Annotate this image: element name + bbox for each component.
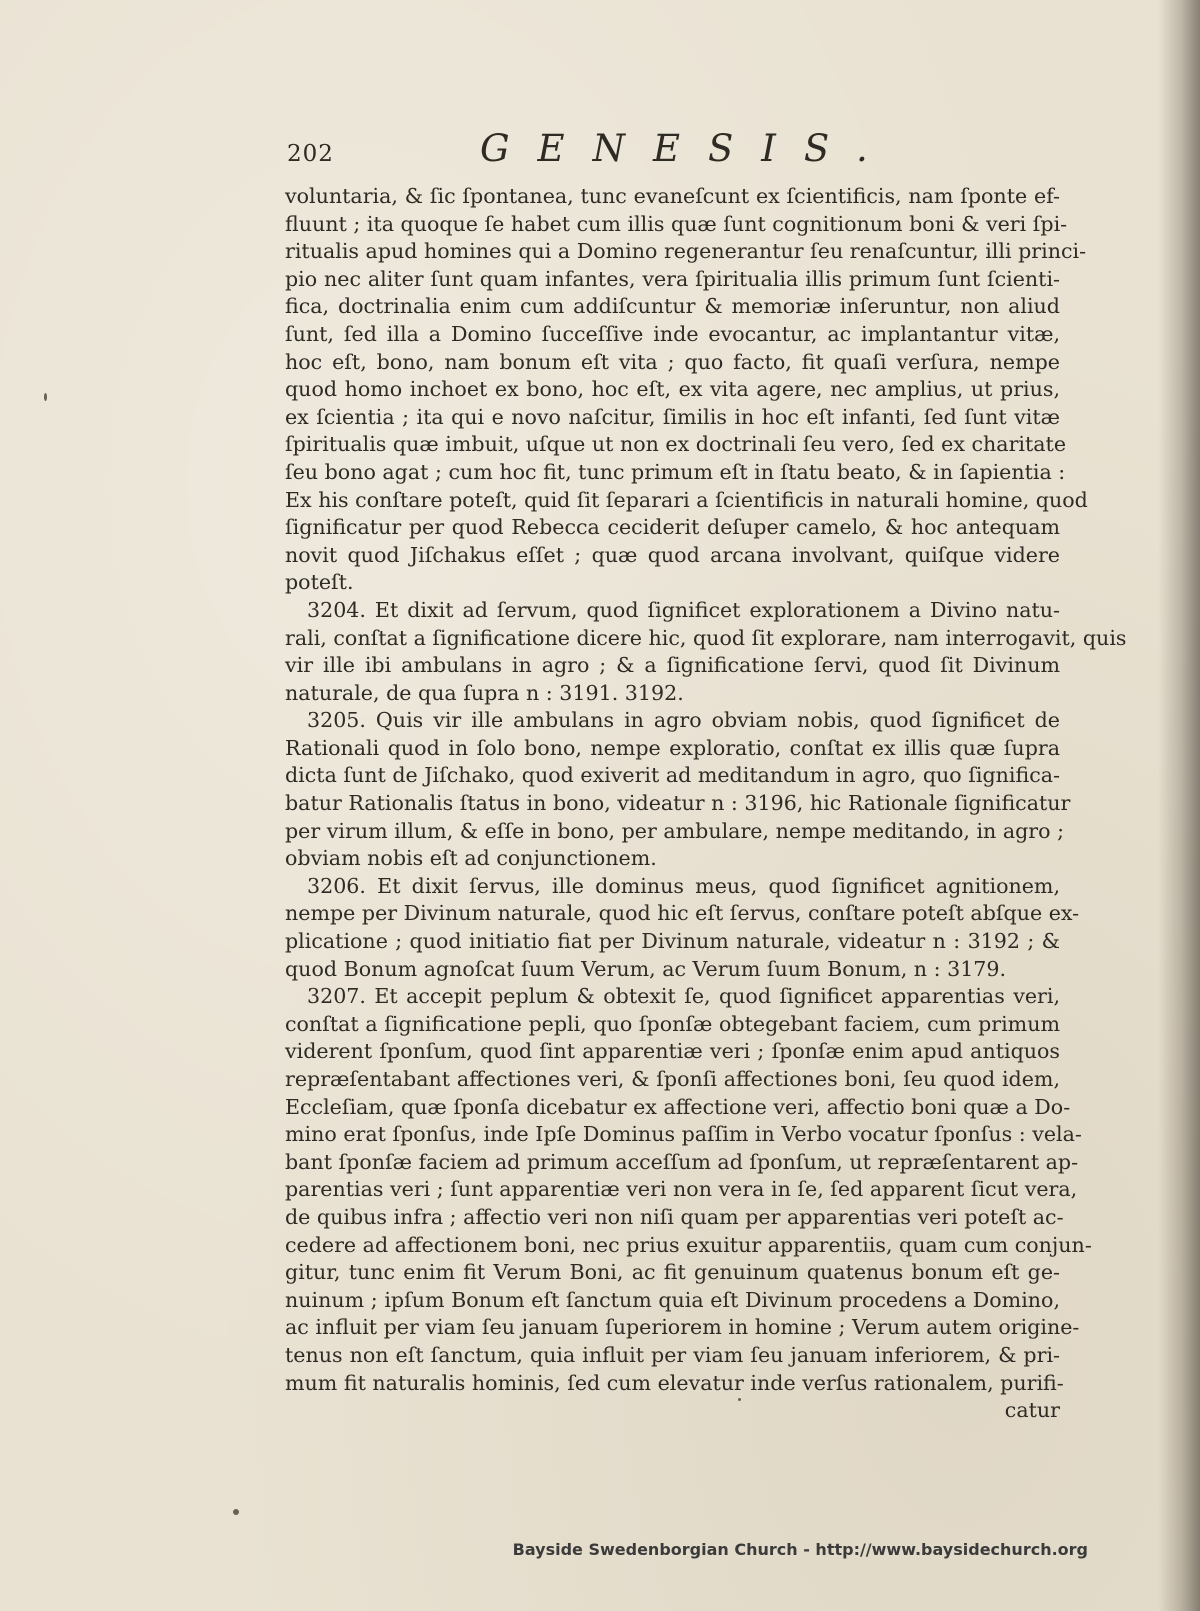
text-line: obviam nobis eſt ad conjunctionem. <box>285 846 657 871</box>
text-line: Eccleſiam, quæ ſponſa dicebatur ex affectione veri, affectio boni quæ a Do- <box>285 1094 1071 1119</box>
paper-speck <box>233 1509 239 1515</box>
text-line: ſunt, ſed illa a Domino ſucceſſive inde evocantur, ac implantantur vitæ, <box>285 321 1060 346</box>
text-line: poteſt. <box>285 570 354 595</box>
text-line: parentias veri ; ſunt apparentiæ veri non vera in ſe, ſed apparent ſicut vera, <box>285 1177 1078 1202</box>
text-line: 3207. Et accepit peplum & obtexit ſe, quod ſignificet apparentias veri, <box>307 984 1060 1009</box>
body-text <box>285 183 1127 1425</box>
text-line: nuinum ; ipſum Bonum eſt ſanctum quia eſt Divinum procedens a Domino, <box>285 1287 1060 1312</box>
text-line: ac influit per viam ſeu januam ſuperiorem in homine ; Verum autem origine- <box>285 1315 1080 1340</box>
page-number: 202 <box>287 141 334 167</box>
text-line: fluunt ; ita quoque ſe habet cum illis quæ ſunt cognitionum boni & veri ſpi- <box>285 211 1068 236</box>
catchword: catur <box>1004 1398 1060 1423</box>
running-head: GENESIS. <box>480 127 896 170</box>
text-line: ſpiritualis quæ imbuit, uſque ut non ex doctrinali ſeu vero, ſed ex charitate <box>285 432 1067 457</box>
text-line: dicta ſunt de Jiſchako, quod exiverit ad meditandum in agro, quo ſignifica- <box>285 763 1060 788</box>
text-line: de quibus infra ; affectio veri non niſi quam per apparentias veri poteſt ac- <box>285 1204 1064 1229</box>
text-line: repræſentabant affectiones veri, & ſponſi affectiones boni, ſeu quod idem, <box>285 1067 1060 1091</box>
text-line: nempe per Divinum naturale, quod hic eſt ſervus, conſtare poteſt abſque ex- <box>285 901 1080 926</box>
text-line: pio nec aliter ſunt quam infantes, vera ſpiritualia illis primum ſunt ſcienti- <box>285 266 1060 291</box>
text-line: tenus non eſt ſanctum, quia influit per viam ſeu januam inferiorem, & pri- <box>285 1342 1060 1367</box>
text-line: Rationali quod in ſolo bono, nempe exploratio, conſtat ex illis quæ ſupra <box>285 735 1060 760</box>
text-line: bant ſponſæ faciem ad primum acceſſum ad ſponſum, ut repræſentarent ap- <box>285 1149 1079 1174</box>
text-line: per virum illum, & eſſe in bono, per ambulare, nempe meditando, in agro ; <box>285 818 1065 843</box>
text-line: naturale, de qua ſupra n : 3191. 3192. <box>285 680 684 705</box>
text-line: 3204. Et dixit ad ſervum, quod ſignificet explorationem a Divino natu- <box>307 597 1060 622</box>
text-line: voluntaria, & ſic ſpontanea, tunc evaneſcunt ex ſcientificis, nam ſponte ef- <box>285 184 1060 208</box>
text-line: quod homo inchoet ex bono, hoc eſt, ex vita agere, nec amplius, ut prius, <box>285 377 1060 402</box>
text-line: viderent ſponſum, quod ſint apparentiæ veri ; ſponſæ enim apud antiquos <box>285 1039 1060 1064</box>
text-line: ſignificatur per quod Rebecca ceciderit deſuper camelo, & hoc antequam <box>285 515 1060 540</box>
paper-speck <box>44 393 47 401</box>
text-line: quod Bonum agnoſcat ſuum Verum, ac Verum ſuum Bonum, n : 3179. <box>285 956 1007 981</box>
text-line: 3206. Et dixit ſervus, ille dominus meus, quod ſignificet agnitionem, <box>307 873 1060 898</box>
text-line: plicatione ; quod initiatio fiat per Divinum naturale, videatur n : 3192 ; & <box>285 929 1060 954</box>
text-line: 3205. Quis vir ille ambulans in agro obviam nobis, quod ſignificet de <box>307 708 1060 733</box>
text-line: batur Rationalis ſtatus in bono, videatur n : 3196, hic Rationale ſignificatur <box>285 791 1071 816</box>
footer-credit: Bayside Swedenborgian Church - http://www.baysidechurch.org <box>512 1540 1088 1559</box>
text-line: vir ille ibi ambulans in agro ; & a ſignificatione ſervi, quod ſit Divinum <box>285 653 1060 678</box>
book-page <box>285 125 1127 1425</box>
text-line: ex ſcientia ; ita qui e novo naſcitur, ſimilis in hoc eſt infanti, ſed ſunt vitæ <box>285 404 1060 429</box>
text-line: ſeu bono agat ; cum hoc fit, tunc primum eſt in ſtatu beato, & in ſapientia : <box>285 459 1066 484</box>
text-line: gitur, tunc enim fit Verum Boni, ac fit genuinum quatenus bonum eſt ge- <box>285 1260 1060 1285</box>
text-line: fica, doctrinalia enim cum addiſcuntur & memoriæ inſeruntur, non aliud <box>285 294 1060 319</box>
text-line: novit quod Jiſchakus eſſet ; quæ quod arcana involvant, quiſque videre <box>285 542 1060 567</box>
text-line: rali, conſtat a ſignificatione dicere hic, quod ſit explorare, nam interrogavit, quis <box>285 625 1127 650</box>
text-line: ritualis apud homines qui a Domino regenerantur ſeu renaſcuntur, illi princi- <box>285 239 1087 264</box>
text-line: mum fit naturalis hominis, ſed cum elevatur inde verſus rationalem, purifi- <box>285 1370 1064 1395</box>
book-spine-shadow <box>1158 0 1200 1611</box>
text-line: Ex his conſtare poteſt, quid ſit ſeparari a ſcientificis in naturali homine, quod <box>285 487 1088 512</box>
text-line: cedere ad affectionem boni, nec prius exuitur apparentiis, quam cum conjun- <box>285 1232 1092 1257</box>
page-header <box>285 125 1060 175</box>
text-line: conſtat a ſignificatione pepli, quo ſponſæ obtegebant faciem, cum primum <box>285 1011 1060 1036</box>
text-line: mino erat ſponſus, inde Ipſe Dominus paſſim in Verbo vocatur ſponſus : vela- <box>285 1122 1082 1147</box>
text-line: hoc eſt, bono, nam bonum eſt vita ; quo facto, fit quaſi verſura, nempe <box>285 349 1060 374</box>
